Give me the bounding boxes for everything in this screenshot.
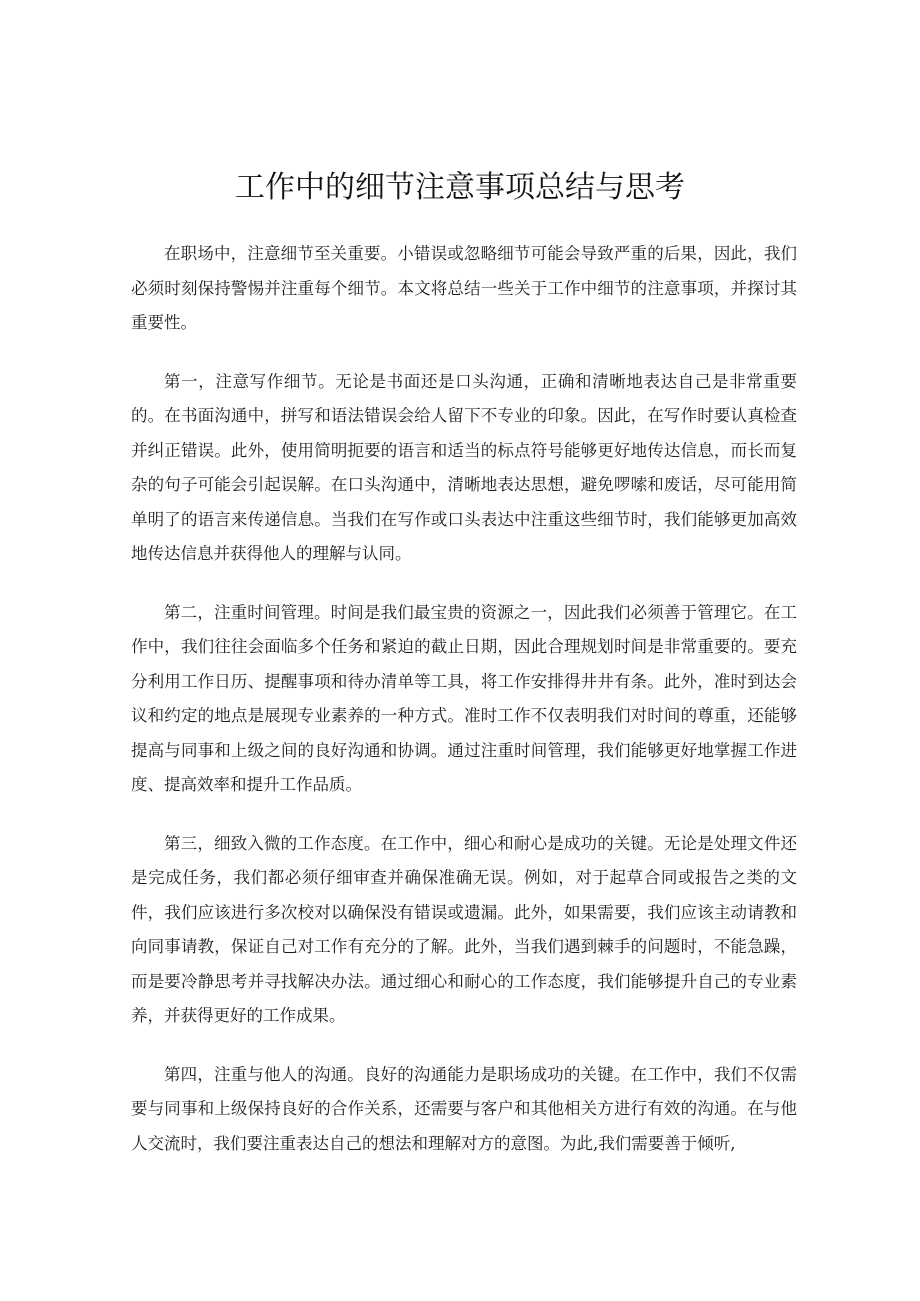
- paragraph-writing-details: 第一，注意写作细节。无论是书面还是口头沟通，正确和清晰地表达自己是非常重要的。在书面沟通中，拼写和语法错误会给人留下不专业的印象。因此，在写作时要认真检查并纠正错误。此外，使用简明扼要的语言和适当的标点符号能够更好地传达信息，而长而复杂的句子可能会引起误解。在口头沟通中，清晰地表达思想，避免啰嗦和废话，尽可能用简单明了的语言来传递信息。当我们在写作或口头表达中注重这些细节时，我们能够更加高效地传达信息并获得他人的理解与认同。: [131, 371, 797, 563]
- paragraph-intro: 在职场中，注意细节至关重要。小错误或忽略细节可能会导致严重的后果，因此，我们必须时刻保持警惕并注重每个细节。本文将总结一些关于工作中细节的注意事项，并探讨其重要性。: [131, 244, 797, 332]
- paragraph-communication: 第四，注重与他人的沟通。良好的沟通能力是职场成功的关键。在工作中，我们不仅需要与同事和上级保持良好的合作关系，还需要与客户和其他相关方进行有效的沟通。在与他人交流时，我们要注重表达自己的想法和理解对方的意图。为此,我们需要善于倾听,: [131, 1064, 797, 1153]
- paragraph-work-attitude: 第三，细致入微的工作态度。在工作中，细心和耐心是成功的关键。无论是处理文件还是完成任务，我们都必须仔细审查并确保准确无误。例如，对于起草合同或报告之类的文件，我们应该进行多次校对以确保没有错误或遗漏。此外，如果需要，我们应该主动请教和向同事请教，保证自己对工作有充分的了解。此外，当我们遇到棘手的问题时，不能急躁，而是要冷静思考并寻找解决办法。通过细心和耐心的工作态度，我们能够提升自己的专业素养，并获得更好的工作成果。: [131, 833, 797, 1025]
- document-title: 工作中的细节注意事项总结与思考: [235, 170, 685, 205]
- document-body: [131, 237, 797, 1185]
- paragraph-time-management: 第二，注重时间管理。时间是我们最宝贵的资源之一，因此我们必须善于管理它。在工作中，我们往往会面临多个任务和紧迫的截止日期，因此合理规划时间是非常重要的。要充分利用工作日历、提醒事项和待办清单等工具，将工作安排得井井有条。此外，准时到达会议和约定的地点是展现专业素养的一种方式。准时工作不仅表明我们对时间的尊重，还能够提高与同事和上级之间的良好沟通和协调。通过注重时间管理，我们能够更好地掌握工作进度、提高效率和提升工作品质。: [131, 602, 797, 794]
